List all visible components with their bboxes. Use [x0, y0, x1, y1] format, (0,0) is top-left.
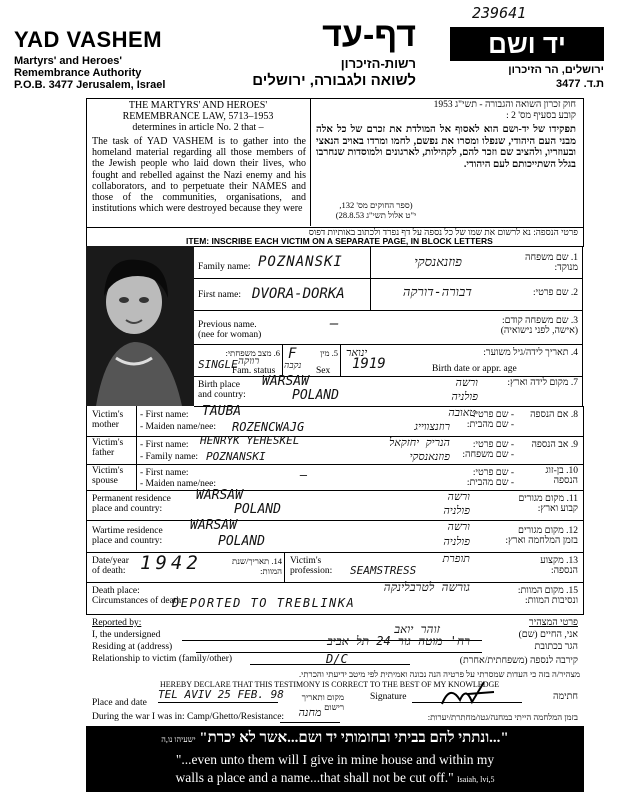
spouse-value: — [300, 468, 308, 482]
reported-by-label: Reported by: [92, 618, 142, 628]
birth-date-value-he: ינואר [346, 346, 368, 359]
death-place-value: DEPORTED TO TREBLINKA [172, 596, 356, 610]
previous-name-value: — [330, 316, 339, 332]
father-family-value: POZNANSKI [206, 450, 266, 463]
profession-value: SEAMSTRESS [350, 564, 417, 577]
death-date-value: 1942 [140, 552, 202, 574]
footer-quote-en-1: "...even unto them will I give in mine house and within my [175, 752, 495, 767]
permanent-residence-value-2: POLAND [234, 502, 281, 517]
sex-value-he: נקבה [284, 361, 302, 371]
mother-first-value-he: טאובה [448, 406, 476, 419]
law-he-body: תפקידו של יד-ושם הוא לאסוף אל המולדת את זכרם של כל אלה מבני העם היהודי, שנפלו ומסרו את נפשם, לחמו ומרדו באויב הנאצי ובעוזריו, ולהציב שם וזכר להם, לקהילות, לארגונים ולמוסדות שנחרבו בגלל השתייכותם לעם היהודי. [316, 124, 576, 170]
death-place-value-he: גורשה לטרבלינקה [383, 580, 470, 594]
first-name-value-he: דבורה-דורקה [402, 285, 472, 300]
sex-value: F [288, 346, 297, 362]
death-date-label-he: 14. תאריך/שנת המוות: [232, 556, 282, 576]
previous-name-label-he: 3. שם משפחה קודם: (אישה, לפני נישואיה) [500, 316, 578, 336]
father-first-value: HENRYK YEHESKEL [200, 434, 300, 447]
authority-he-2: לשואה ולגבורה, ירושלים [252, 72, 416, 89]
spouse-label: Victim's spouse [92, 466, 124, 486]
father-family-label: - Family name: [140, 452, 199, 462]
permanent-residence-value-he-2: פולניה [443, 504, 470, 517]
mother-label: Victim's mother [92, 410, 124, 430]
fam-status-value: SINGLE [198, 358, 238, 371]
instruction-en: ITEM: INSCRIBE EACH VICTIM ON A SEPARATE PAGE, IN BLOCK LETTERS [186, 236, 493, 246]
birth-place-value-2: POLAND [292, 388, 339, 403]
first-name-label: First name: [198, 290, 242, 300]
father-first-value-he: הנריק יחזקאל [389, 436, 450, 449]
authority-he-1: רשות-הזיכרון [340, 56, 416, 71]
wartime-residence-value-he-2: פולניה [443, 535, 470, 548]
mother-maiden-value-he: רוזנצווייג [414, 420, 450, 433]
profession-label: Victim's profession: [290, 556, 333, 576]
place-date-label: Place and date [92, 698, 147, 708]
family-name-value-he: פוזנאנסקי [414, 255, 462, 270]
reporter-name-value: זוהר יואב [394, 622, 440, 636]
law-en-title: THE MARTYRS' AND HEROES' REMEMBRANCE LAW, 5713–1953 determines in article No. 2 that – [122, 100, 274, 133]
signature-label: Signature [370, 692, 407, 702]
mother-label-he: 8. אם הנספה [530, 410, 578, 420]
father-first-label-he: - שם פרטי: - שם משפחה: [462, 440, 514, 460]
address-he-2: ת.ד. 3477 [556, 78, 604, 90]
birth-date-label-he: 4. תאריך לידה/גיל משוער: [483, 348, 578, 358]
father-label: Victim's father [92, 438, 124, 458]
during-war-value: מחנה [298, 706, 322, 719]
org-subtitle-1: Martyrs' and Heroes' [14, 55, 122, 67]
during-war-label: During the war I was in: Camp/Ghetto/Resistance: [92, 712, 285, 722]
relationship-label: Relationship to victim (family/other) [92, 654, 233, 664]
death-place-label-he: 15. מקום המוות: ונסיבות המוות: [517, 586, 578, 606]
mother-first-label: - First name: [140, 410, 189, 420]
profession-value-he: תופרת [442, 552, 470, 565]
residing-label: Residing at (address) [92, 642, 173, 652]
birth-place-value: WARSAW [262, 374, 309, 389]
previous-name-label: Previous name. (nee for woman) [198, 320, 262, 340]
fam-status-value-he: רווקה [238, 356, 260, 367]
footer-quote-he: "...ונתתי להם בביתי ובחומותי יד ושם...אשר לא יכרת" ישעיהו נו,ה [161, 730, 509, 746]
relationship-label-he: קירבה לנספה (משפחתית/אחרת) [459, 656, 578, 666]
sex-label: Sex [316, 366, 331, 376]
undersigned-label-he: אני, החיים (שם) [518, 630, 578, 640]
place-date-value: TEL AVIV 25 FEB. 98 [158, 688, 284, 701]
spouse-maiden-label: - Maiden name/nee: [140, 479, 216, 489]
birth-date-value: 1919 [352, 356, 386, 372]
birth-place-value-he-2: פולניה [451, 390, 478, 403]
spouse-label-he: 10. בן-זוג הנספה [545, 466, 578, 486]
permanent-residence-value: WARSAW [196, 488, 243, 503]
file-number: 239641 [472, 4, 527, 22]
org-subtitle-2: Remembrance Authority [14, 67, 142, 79]
mother-first-value: TAUBA [202, 404, 242, 419]
permanent-residence-label-he: 11. מקום מגורים קבוע וארץ: [518, 494, 578, 514]
permanent-residence-label: Permanent residence place and country: [92, 494, 171, 514]
reported-by-label-he: פרטי המצהיר [529, 618, 578, 628]
family-name-label: Family name: [198, 262, 251, 272]
birth-place-value-he: ורשה [455, 376, 478, 389]
spouse-first-label-he: - שם פרטי: - שם מהבית: [466, 468, 514, 488]
declaration-en: HEREBY DECLARE THAT THIS TESTIMONY IS CORRECT TO THE BEST OF MY KNOWLEDGE [160, 680, 500, 689]
form-title-he: דף-עד [322, 16, 416, 54]
footer-quote-en-2: walls a place and a name...that shall not be cut off." Isaiah, lvi,5 [175, 770, 495, 785]
wartime-residence-value-2: POLAND [218, 534, 265, 549]
father-label-he: 9. אב הנספה [531, 440, 578, 450]
during-war-label-he: בזמן המלחמה הייתי במחנה/גטו/מחתרת/יערות: [427, 712, 578, 722]
spouse-first-label: - First name: [140, 468, 189, 478]
first-name-value: DVORA-DORKA [252, 286, 345, 302]
permanent-residence-value-he: ורשה [447, 490, 470, 503]
father-first-label: - First name: [140, 440, 189, 450]
reporter-address-value: רח' מוטה גור 24 תל אביב [326, 634, 470, 648]
org-name-en: YAD VASHEM [14, 27, 163, 52]
birth-place-label-he: 7. מקום לידה וארץ: [507, 378, 578, 388]
org-logo-he: יד ושם [450, 27, 604, 61]
relationship-value: D/C [326, 652, 348, 666]
wartime-residence-value-he: ורשה [447, 520, 470, 533]
profession-label-he: 13. מקצוע הנספה: [540, 556, 578, 576]
signature-label-he: חתימה [552, 692, 578, 702]
residing-label-he: הגר בכתובת [534, 642, 578, 652]
undersigned-label: I, the undersigned [92, 630, 161, 640]
death-place-label: Death place: Circumstances of death: [92, 586, 184, 606]
mother-maiden-value: ROZENCWAJG [232, 420, 305, 434]
law-he-source: (ספר החוקים מס' 132, י"ט אלול תשי"ג 28.8.53) [335, 200, 417, 220]
sex-label-he: 5. מין [320, 348, 338, 358]
wartime-residence-label: Wartime residence place and country: [92, 526, 163, 546]
place-date-label-he: מקום ותאריך רישום [301, 692, 344, 712]
death-date-label: Date/year of death: [92, 556, 129, 576]
birth-place-label: Birth place and country: [198, 380, 246, 400]
wartime-residence-label-he: 12. מקום מגורים בזמן המלחמה וארץ: [505, 526, 578, 546]
mother-maiden-label: - Maiden name/nee: [140, 422, 216, 432]
wartime-residence-value: WARSAW [190, 518, 237, 533]
family-name-value: POZNANSKI [258, 254, 343, 270]
family-name-label-he: 1. שם משפחה מנוקד: [525, 253, 578, 273]
instruction-he: פרטי הנספה: נא לרשום את שמו של כל נספה על דף נפרד ולכתוב באותיות דפוס [308, 227, 578, 237]
birth-date-label: Birth date or appr. age [432, 364, 517, 374]
law-en-body: The task of YAD VASHEM is to gather into the homeland material regarding all those members of the Jewish people who laid down their lives, who fought and rebelled against the Nazi enemy and his collaborators, and to perpetuate their NAMES and those of the communities, organisations, and institutions which were destroyed because they were [92, 136, 306, 215]
mother-first-label-he: - שם פרטי: - שם מהבית: [466, 410, 514, 430]
fam-status-label-he: 6. מצב משפחתי: [225, 348, 280, 358]
fam-status-label: Fam. status [232, 366, 276, 376]
declaration-he: מצהיר/ה בזה כי העדות שמסרתי על פרטיה הנה נכונה ואמיתית לפי מיטב ידיעתי והכרתי. [299, 669, 580, 679]
org-address: P.O.B. 3477 Jerusalem, Israel [14, 79, 166, 91]
father-family-value-he: פוזנאנסקי [409, 450, 450, 463]
victim-photo [86, 246, 194, 406]
law-he-title: חוק זכרון השואה והגבורה - תשי"ג 1953 קובע בסעיף מס' 2 : [433, 100, 576, 121]
first-name-label-he: 2. שם פרטי: [532, 288, 578, 298]
address-he-1: ירושלים, הר הזיכרון [508, 64, 604, 76]
signature-mark [438, 680, 498, 708]
